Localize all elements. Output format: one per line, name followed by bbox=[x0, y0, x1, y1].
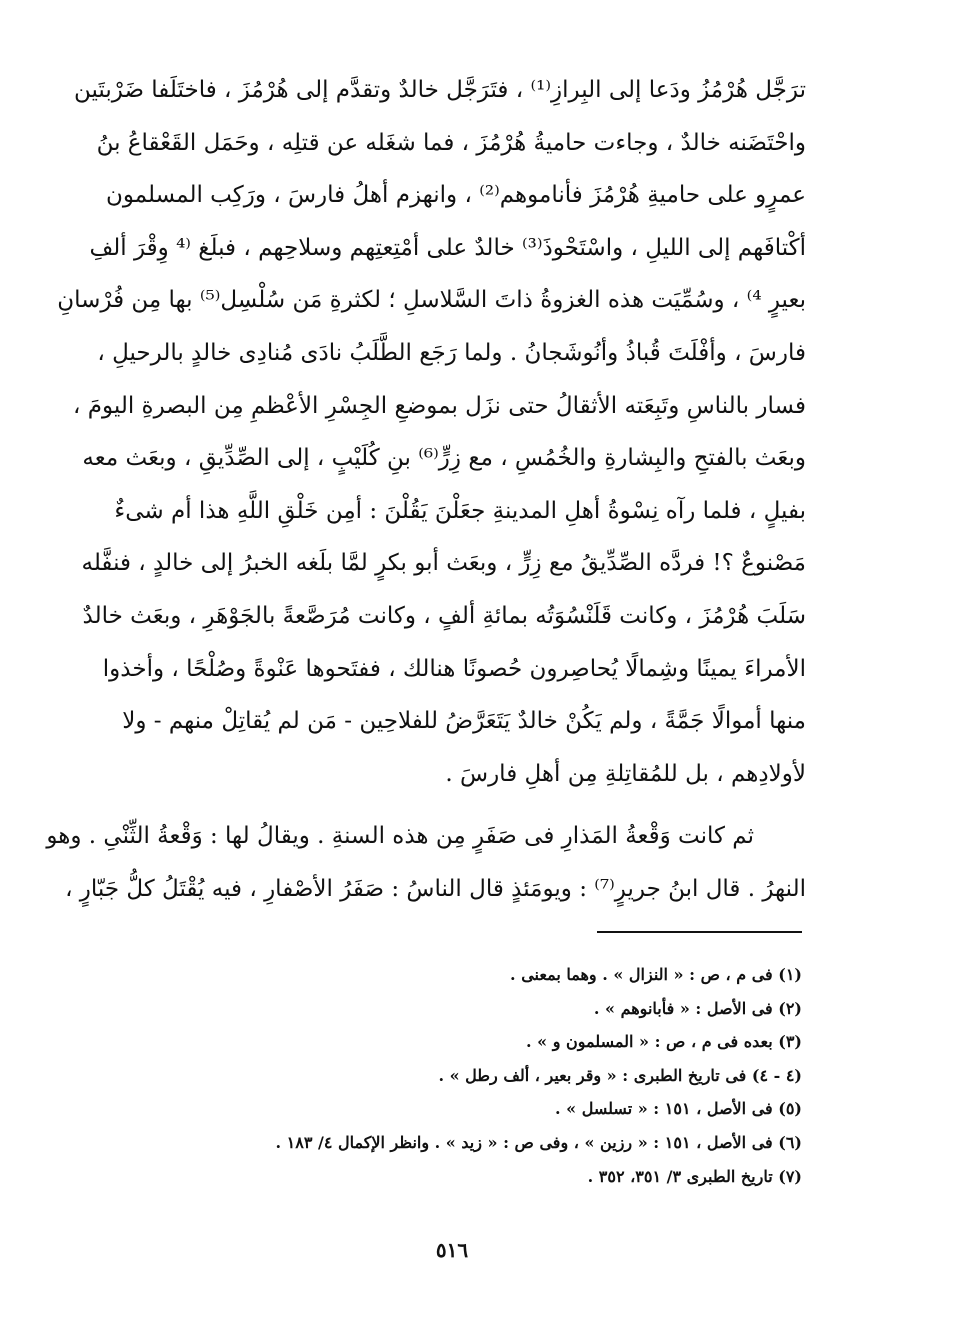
text-line: لأولادِهم ، بل للمُقاتِلةِ مِن أهلِ فارسَ . bbox=[445, 760, 806, 787]
text-line: ترَجَّل هُرْمُزُ ودَعا إلى البِرازِ⁽¹⁾ ، فتَرَجَّل خالدٌ وتقدَّم إلى هُرْمُزَ ، فاختَلَفا ضَرْبتَين bbox=[73, 77, 806, 103]
footnote: (٦) فى الأصل ، ١٥١ : « رزين » ، وفى ص : « زيد » . وانظر الإكمال ٤/ ١٨٣ . bbox=[275, 1132, 802, 1152]
text-line: فسار بالناسِ وتَبِعَته الأثقالُ حتى نزَل بموضعِ الجِسْرِ الأعْظمِ مِن البصرةِ اليومَ ، bbox=[73, 392, 806, 419]
footnote: (٣) بعده فى م ، ص : « المسلمون و » . bbox=[526, 1032, 802, 1052]
footnote-separator bbox=[597, 931, 802, 933]
text-line: مَصْنوعٌ ؟! فردَّه الصِّدِّيقُ مع زِرٍّ ، وبعَث أبو بكرٍ لمَّا بلَغه الخبرُ إلى خالدٍ ، فنفَّله bbox=[81, 550, 806, 577]
text-line: عمرٍو على حاميةِ هُرْمُزَ فأناموهم⁽²⁾ ، وانهزم أهلُ فارسَ ، ورَكِب المسلمون bbox=[105, 182, 806, 209]
footnote: (٥) فى الأصل ، ١٥١ : « تسلسل » . bbox=[555, 1099, 802, 1119]
text-line: فارسَ ، وأفْلَتَ قُباذُ وأنُوشَجانُ . ولما رَجَع الطَّلَبُ نادَى مُنادِى خالدٍ بالرحيلِ ، bbox=[97, 339, 806, 366]
text-line: سَلَبَ هُرْمُزَ ، وكانت قَلَنْسُوَتُه بمائةِ ألفٍ ، وكانت مُرَصَّعةً بالجَوْهَرِ ، وبعَث خالدٌ bbox=[82, 602, 806, 629]
footnote: (٧) تاريخ الطبرى ٣/ ٣٥١، ٣٥٢ . bbox=[587, 1166, 802, 1186]
text-line: ثم كانت وَقْعةُ المَذارِ فى صَفَرٍ مِن هذه السنةِ . ويقالُ لها : وَقْعةُ الثِّنْىِ . وهو bbox=[46, 823, 754, 850]
footnotes bbox=[200, 958, 802, 1193]
footnote: (١) فى م ، ص : « النزال » . وهما بمعنى . bbox=[510, 965, 802, 984]
page-number: ٥١٦ bbox=[435, 1238, 469, 1262]
footnote: (٤ - ٤) فى تاريخ الطبرى : « وقر بعير ، ألف رطل » . bbox=[438, 1065, 802, 1085]
text-line: منها أموالًا جَمَّةً ، ولم يَكُنْ خالدٌ يَتَعَرَّضُ للفلاحِين - مَن لم يُقاتِلْ منهم - ولا bbox=[122, 708, 806, 735]
text-line: واحْتَضَنه خالدٌ ، وجاءت حاميةُ هُرْمُزَ ، فما شغَله عن قتلِه ، وحَمَل القَعْقاعُ بنُ bbox=[96, 129, 806, 156]
text-line: الأمراءَ يمينًا وشِمالًا يُحاصِرون حُصونًا هنالك ، ففتَحوها عَنْوةً وصُلْحًا ، وأخذوا bbox=[102, 655, 806, 682]
footnote: (٢) فى الأصل : « فأبانوهم » . bbox=[593, 998, 802, 1018]
paragraph-gap bbox=[96, 800, 806, 810]
text-line: النهرُ . قال ابنُ جريرٍ⁽⁷⁾ : ويومَئذٍ قال الناسُ : صَفَرُ الأصْفارِ ، فيه يُقْتَلُ كلُّ جَبّارٍ ، bbox=[65, 875, 806, 902]
text-line: أكْتافَهم إلى الليلِ ، واسْتَحْوذَ⁽³⁾ خالدٌ على أمْتِعتِهم وسلاحِهم ، فبلَغ ⁽⁴ وِقْرَ ألفِ bbox=[89, 234, 806, 261]
text-line: وبعَث بالفتحِ والبِشارةِ والخُمُسِ ، مع زِرٍّ⁽⁶⁾ بنِ كُلَيْبٍ ، إلى الصِّدِّيقِ ، وبعَث معه bbox=[82, 445, 806, 472]
text-line: بعيرٍ ⁴⁾ ، وسُمِّيَت هذه الغزوةُ ذاتَ السَّلاسلِ ؛ لكثرةِ مَن سُلْسِل⁽⁵⁾ بها مِن فُرْسانِ bbox=[57, 287, 806, 314]
main-text bbox=[46, 64, 806, 916]
text-line: بفيلٍ ، فلما رآه نِسْوةُ أهلِ المدينةِ جعَلْنَ يَقُلْنَ : أمِن خَلْقِ اللَّهِ هذا أم شىءٌ bbox=[114, 497, 806, 524]
